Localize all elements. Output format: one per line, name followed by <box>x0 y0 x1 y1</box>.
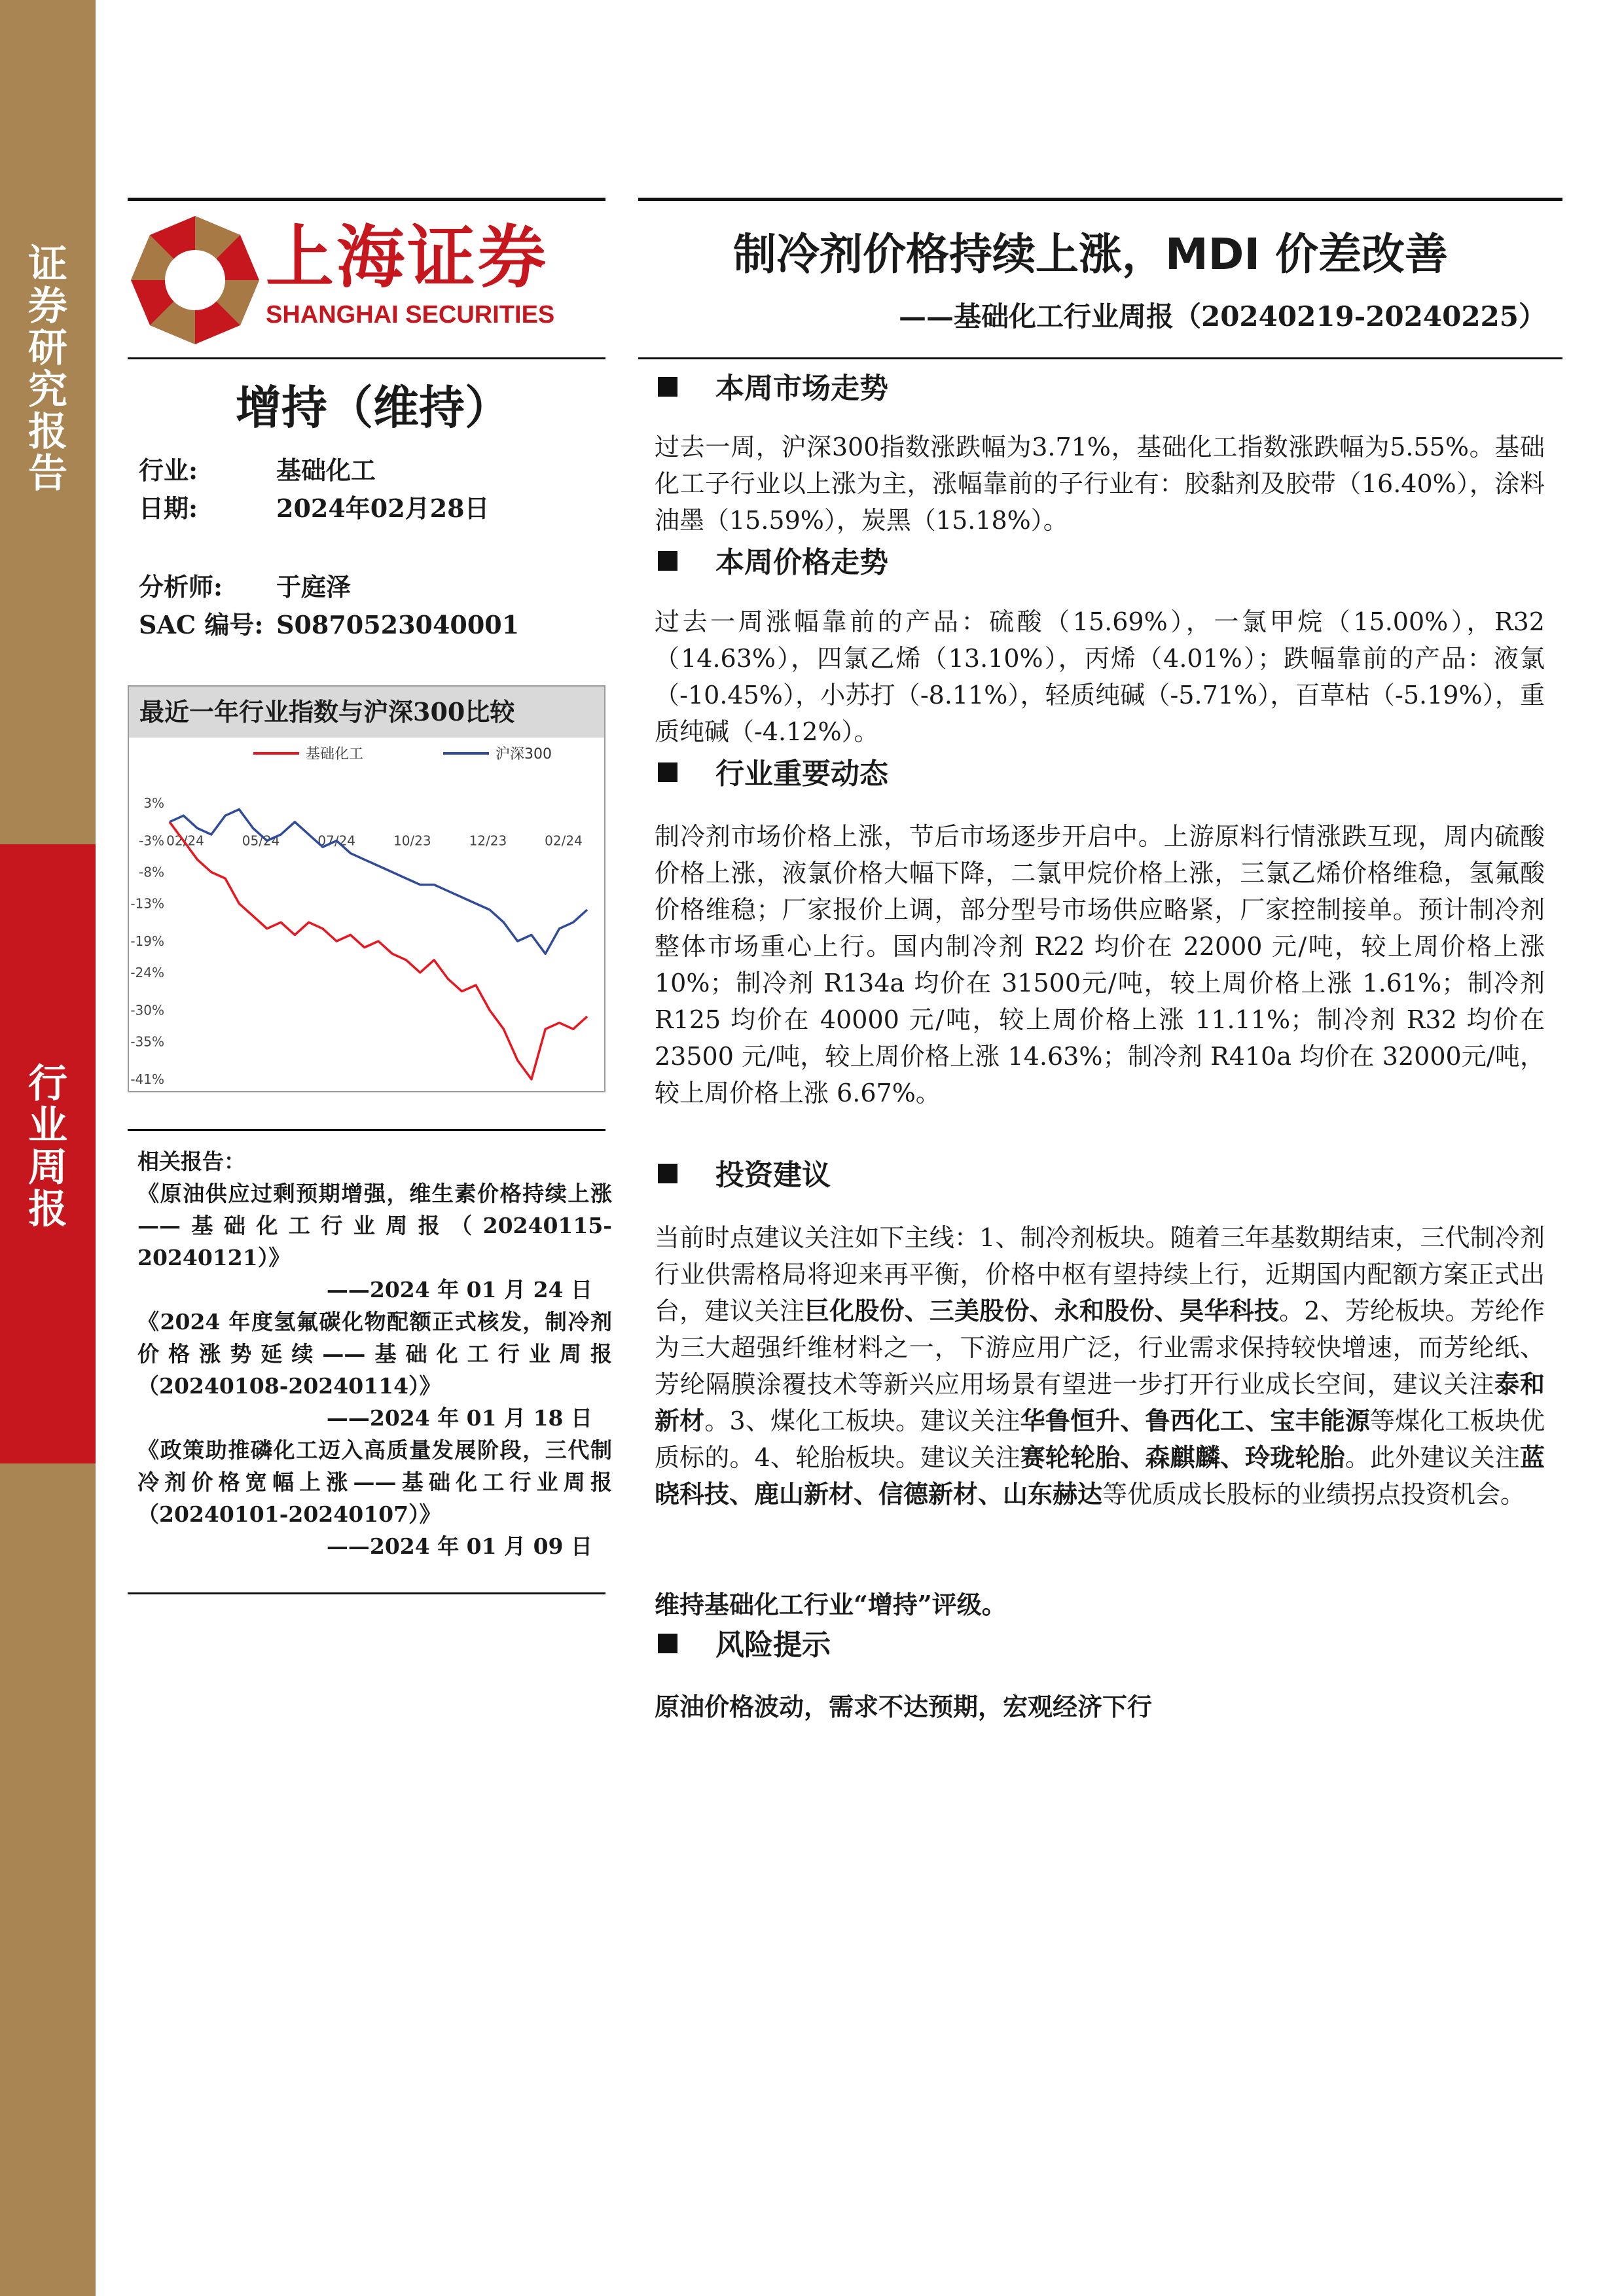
brand-name-cn: 上海证券 <box>266 217 549 297</box>
stock-picks-tire: 赛轮轮胎、森麒麟、玲珑轮胎 <box>1020 1443 1345 1472</box>
brand-name-en: SHANGHAI SECURITIES <box>266 301 555 329</box>
sac-value: S0870523040001 <box>276 610 520 639</box>
x-tick-label: 12/23 <box>469 833 507 849</box>
stock-picks-coal-chem: 华鲁恒升、鲁西化工、宝丰能源 <box>1020 1406 1370 1435</box>
series-line-1 <box>170 810 587 954</box>
right-top-rule <box>638 198 1562 201</box>
bullet-square-icon <box>658 1164 677 1183</box>
bullet-square-icon <box>658 1634 677 1653</box>
left-logo-rule <box>128 357 605 359</box>
risk-paragraph: 原油价格波动，需求不达预期，宏观经济下行 <box>655 1692 1153 1721</box>
report-subtitle: ——基础化工行业周报（20240219-20240225） <box>898 300 1546 332</box>
advice-paragraph: 当前时点建议关注如下主线：1、制冷剂板块。随着三年基数期结束，三代制冷剂行业供需格局将迎来再平衡，价格中枢有望持续上行，近期国内配额方案正式出台，建议关注巨化股份、三美股份、永和股份、昊华科技。2、芳纶板块。芳纶作为三大超强纤维材料之一，下游应用广泛，行业需求保持较快增速，而芳纶纸、芳纶隔膜涂覆技术等新兴应用场景有望进一步打开行业成长空间，建议关注泰和新材。3、煤化工板块。建议关注华鲁恒升、鲁西化工、宝丰能源等煤化工板块优质标的。4、轮胎板块。建议关注赛轮轮胎、森麒麟、玲珑轮胎。此外建议关注蓝晓科技、鹿山新材、信德新材、山东赫达等优质成长股标的业绩拐点投资机会。 <box>655 1223 1545 1509</box>
index-comparison-chart <box>128 685 605 1092</box>
industry-label: 行业: <box>139 456 198 485</box>
sac-label: SAC 编号: <box>139 610 264 639</box>
date-label: 日期: <box>139 493 198 523</box>
section-heading-advice: 投资建议 <box>658 1156 831 1195</box>
rating-conclusion: 维持基础化工行业“增持”评级。 <box>655 1590 1007 1619</box>
bullet-square-icon <box>658 762 677 782</box>
related-reports-title: 相关报告： <box>137 1149 245 1174</box>
analyst-label: 分析师: <box>139 572 223 601</box>
x-tick-label: 10/23 <box>393 833 431 849</box>
section-heading-price: 本周价格走势 <box>658 543 888 583</box>
rating: 增持（维持） <box>236 380 511 435</box>
bullet-square-icon <box>658 377 677 397</box>
section-heading-risk: 风险提示 <box>658 1626 831 1665</box>
section-heading-market: 本周市场走势 <box>658 369 888 408</box>
sidebar-category: 行 业 周 报 <box>28 1061 67 1232</box>
related-report-3[interactable]: 《政策助推磷化工迈入高质量发展阶段，三代制冷剂价格宽幅上涨——基础化工行业周报（20240101-20240107）》 <box>137 1437 612 1527</box>
y-tick-label: -3% <box>139 833 164 849</box>
chart-title: 最近一年行业指数与沪深300比较 <box>139 697 515 726</box>
left-top-rule <box>128 198 605 201</box>
y-tick-label: -35% <box>130 1033 164 1050</box>
date-value: 2024年02月28日 <box>276 493 490 523</box>
related-bottom-rule <box>128 1592 605 1594</box>
x-tick-label: 02/24 <box>166 833 204 849</box>
related-report-3-date: ——2024 年 01 月 09 日 <box>326 1534 592 1559</box>
related-top-rule <box>128 1129 605 1131</box>
y-tick-label: -13% <box>130 895 164 912</box>
related-report-1[interactable]: 《原油供应过剩预期增强，维生素价格持续上涨——基础化工行业周报（20240115-20240121）》 <box>137 1181 612 1270</box>
legend-label-0: 基础化工 <box>306 746 364 762</box>
analyst-value: 于庭泽 <box>276 572 352 601</box>
stock-picks-aramid: 泰和新材 <box>655 1369 1545 1435</box>
related-report-1-date: ——2024 年 01 月 24 日 <box>326 1277 592 1302</box>
chart-plot <box>129 739 604 1091</box>
sidebar-report-type: 证 券 研 究 报 告 <box>28 242 67 497</box>
x-tick-label: 07/24 <box>317 833 356 849</box>
y-tick-label: -24% <box>130 964 164 980</box>
related-report-2[interactable]: 《2024 年度氢氟碳化物配额正式核发，制冷剂价格涨势延续——基础化工行业周报（20240108-20240114）》 <box>137 1309 612 1399</box>
bullet-square-icon <box>658 551 677 571</box>
y-tick-label: -41% <box>130 1071 164 1087</box>
report-title: 制冷剂价格持续上涨，MDI 价差改善 <box>733 229 1448 279</box>
series-line-0 <box>170 822 587 1079</box>
stock-picks-refrigerant: 巨化股份、三美股份、永和股份、昊华科技 <box>804 1296 1280 1325</box>
legend-label-1: 沪深300 <box>496 746 552 762</box>
related-reports <box>137 1145 612 1562</box>
y-tick-label: -30% <box>130 1002 164 1018</box>
related-report-2-date: ——2024 年 01 月 18 日 <box>326 1405 592 1431</box>
logo-emblem-icon <box>130 215 261 346</box>
chart-title-bar <box>129 687 604 738</box>
price-paragraph: 过去一周涨幅靠前的产品：硫酸（15.69%），一氯甲烷（15.00%），R32（14.63%），四氯乙烯（13.10%），丙烯（4.01%）；跌幅靠前的产品：液氯（-10.45%），小苏打（-8.11%），轻质纯碱（-5.71%），百草枯（-5.19%），重质纯碱（-4.12%）。 <box>655 607 1545 746</box>
industry-value: 基础化工 <box>276 456 376 485</box>
market-paragraph: 过去一周，沪深300指数涨跌幅为3.71%，基础化工指数涨跌幅为5.55%。基础化工子行业以上涨为主，涨幅靠前的子行业有：胶黏剂及胶带（16.40%），涂料油墨（15.59%），炭黑（15.18%）。 <box>655 433 1545 535</box>
right-title-rule <box>638 357 1562 359</box>
y-tick-label: 3% <box>143 795 164 811</box>
section-heading-news: 行业重要动态 <box>658 755 888 794</box>
x-tick-label: 02/24 <box>545 833 583 849</box>
brand-logo <box>130 215 562 346</box>
y-tick-label: -8% <box>139 864 164 880</box>
stock-picks-growth: 蓝晓科技、鹿山新材、信德新材、山东赫达 <box>655 1443 1545 1509</box>
y-tick-label: -19% <box>130 933 164 949</box>
news-paragraph: 制冷剂市场价格上涨，节后市场逐步开启中。上游原料行情涨跌互现，周内硫酸价格上涨，液氯价格大幅下降，二氯甲烷价格上涨，三氯乙烯价格维稳，氢氟酸价格维稳；厂家报价上调，部分型号市场供应略紧，厂家控制接单。预计制冷剂整体市场重心上行。国内制冷剂 R22 均价在 22000 元/吨，较上周价格上涨 10%；制冷剂 R134a 均价在 31500元/吨，较上周价格上涨 1.61%；制冷剂 R125 均价在 40000 元/吨，较上周价格上涨 11.11%；制冷剂 R32 均价在 23500 元/吨，较上周价格上涨 14.63%；制冷剂 R410a 均价在 32000元/吨，较上周价格上涨 6.67%。 <box>655 822 1545 1107</box>
x-tick-label: 05/24 <box>242 833 280 849</box>
